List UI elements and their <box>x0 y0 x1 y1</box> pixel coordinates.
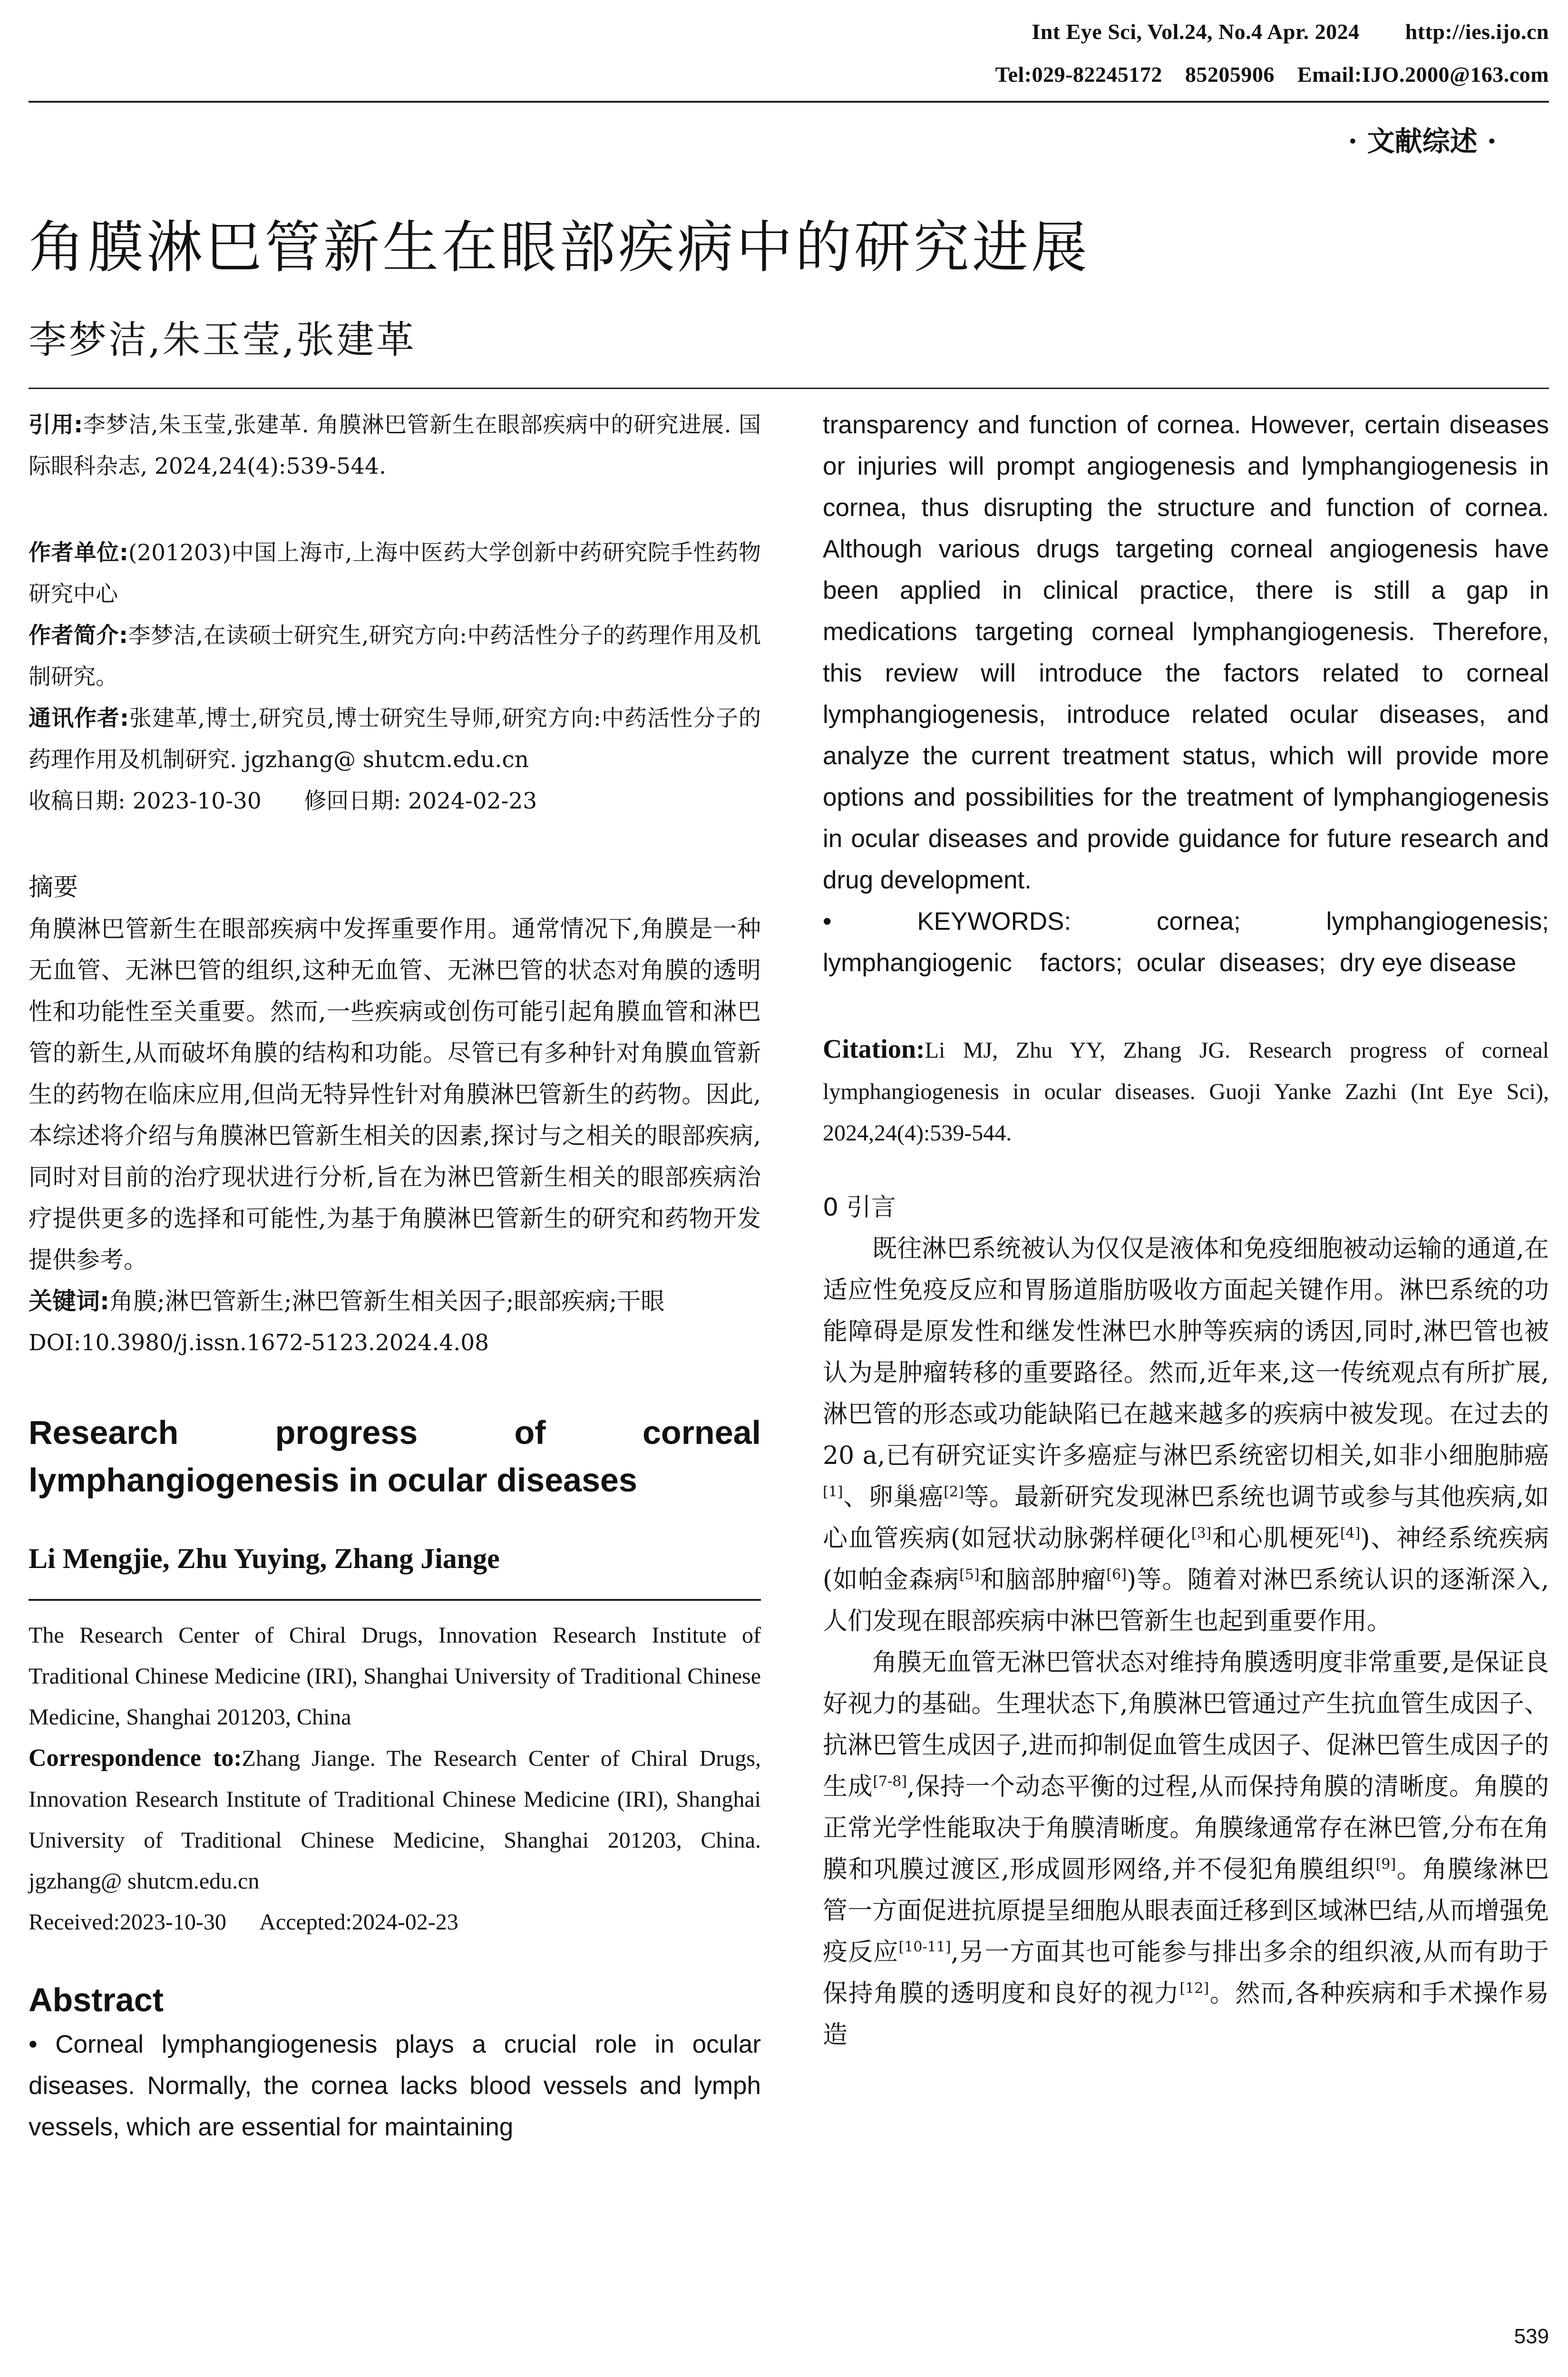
authors: 李梦洁,朱玉莹,张建革 <box>29 318 416 362</box>
reference-marker: [2] <box>944 1483 964 1500</box>
reference-marker: [7-8] <box>873 1773 907 1790</box>
reference-marker: [10-11] <box>898 1939 951 1956</box>
english-citation <box>823 1029 1549 1154</box>
intro-p2-text-b: ,保持一个动态平衡的过程,从而保持角膜的清晰度。角膜的正常光学性能取决于角膜清晰度。角膜缘通常存在淋巴管,分布在角膜和巩膜过渡区,形成圆形网络,并不侵犯角膜组织 <box>823 1773 1549 1884</box>
citation-cn-text: 李梦洁,朱玉莹,张建革. 角膜淋巴管新生在眼部疾病中的研究进展. 国际眼科杂志, 2024,24(4):539-544. <box>29 412 761 479</box>
page-number: 539 <box>1514 2325 1549 2348</box>
citation-cn-label: 引用: <box>29 412 83 438</box>
reference-marker: [9] <box>1375 1856 1396 1873</box>
intro-p1-text-c: 等。最新研究发现淋巴系统也调节或参与其他疾病,如心血管疾病(如冠状动脉粥样硬化 <box>823 1483 1549 1553</box>
intro-p1-text-e: )、神经系统疾病(如帕金森病 <box>823 1524 1549 1594</box>
english-abstract-part2: transparency and function of cornea. However, certain diseases or injuries will prompt angiogenesis and lymphangiogenesis in cornea, thus disrupting the structure and function of cornea. Although various drugs targeting corneal angiogenesis have been applied in clinical practice, there is still a gap in medications targeting corneal lymphangiogenesis. Therefore, this review will introduce the factors related to corneal lymphangiogenesis, introduce related ocular diseases, and analyze the current treatment status, which will provide more options and possibilities for the treatment of lymphangiogenesis in ocular diseases and provide guidance for future research and drug development. <box>823 411 1549 894</box>
citation-cn <box>29 404 761 487</box>
header-rule <box>29 101 1549 103</box>
english-title-line2: lymphangiogenesis in ocular diseases <box>29 1461 637 1499</box>
english-affiliation: The Research Center of Chiral Drugs, Innovation Research Institute of Traditional Chinese Medicine (IRI), Shanghai University of Traditional Chinese Medicine, Shanghai 201203, China <box>29 1623 761 1730</box>
intro-p2-text-d: ,另一方面其也可能参与排出多余的组织液,从而有助于保持角膜的透明度和良好的视力 <box>823 1938 1549 2008</box>
intro-p2-text-a: 角膜无血管无淋巴管状态对维持角膜透明度非常重要,是保证良好视力的基础。生理状态下,角膜淋巴管通过产生抗血管生成因子、抗淋巴管生成因子,进而抑制促血管生成因子、促淋巴管生成因子的生成 <box>823 1648 1549 1801</box>
doi: DOI:10.3980/j.issn.1672-5123.2024.4.08 <box>29 1330 489 1356</box>
journal-header-line2: Tel:029-82245172 85205906 Email:IJO.2000@163.com <box>995 62 1549 87</box>
english-citation-label: Citation: <box>823 1034 925 1064</box>
intro-paragraph-1 <box>823 1228 1549 1642</box>
right-column <box>823 404 1556 2056</box>
keywords-cn-label: 关键词: <box>29 1287 109 1315</box>
english-authors-rule <box>29 1599 761 1601</box>
keywords-cn <box>29 1281 761 1322</box>
intro-p1-text-f: 和脑部肿瘤 <box>979 1566 1107 1594</box>
reference-marker: [12] <box>1179 1980 1209 1997</box>
english-correspondence-label: Correspondence to: <box>29 1744 242 1772</box>
intro-p1-text-b: 、卵巢癌 <box>843 1483 944 1511</box>
intro-p2-text-e: 。然而,各种疾病和手术操作易造 <box>823 1979 1549 2049</box>
author-bio-text: 李梦洁,在读硕士研究生,研究方向:中药活性分子的药理作用及机制研究。 <box>29 623 761 690</box>
english-received: Received:2023-10-30 Accepted:2024-02-23 <box>29 1909 458 1935</box>
affiliation-cn <box>29 532 761 615</box>
journal-header-line1: Int Eye Sci, Vol.24, No.4 Apr. 2024 http://ies.ijo.cn <box>1032 19 1549 44</box>
intro-p2-text-c: 。角膜缘淋巴管一方面促进抗原提呈细胞从眼表面迁移到区域淋巴结,从而增强免疫反应 <box>823 1855 1549 1967</box>
reference-marker: [5] <box>959 1566 980 1583</box>
author-bio-cn <box>29 615 761 698</box>
left-column <box>29 404 761 2148</box>
author-bio-label: 作者简介: <box>29 623 128 649</box>
intro-p1-text-d: 和心肌梗死 <box>1211 1524 1340 1553</box>
english-correspondence-text: Zhang Jiange. The Research Center of Chiral Drugs, Innovation Research Institute of Traditional Chinese Medicine (IRI), Shanghai University of Traditional Chinese Medicine, Shanghai 201203, China. jgzhang@ shutcm.edu.cn <box>29 1746 761 1894</box>
abstract-cn-heading: 摘要 <box>29 873 78 902</box>
title-rule <box>29 388 1549 389</box>
abstract-cn-body: 角膜淋巴管新生在眼部疾病中发挥重要作用。通常情况下,角膜是一种无血管、无淋巴管的组织,这种无血管、无淋巴管的状态对角膜的透明性和功能性至关重要。然而,一些疾病或创伤可能引起角膜血管和淋巴管的新生,从而破坏角膜的结构和功能。尽管已有多种针对角膜血管新生的药物在临床应用,但尚无特异性针对角膜淋巴管新生的药物。因此,本综述将介绍与角膜淋巴管新生相关的因素,探讨与之相关的眼部疾病,同时对目前的治疗现状进行分析,旨在为淋巴管新生相关的眼部疾病治疗提供更多的选择和可能性,为基于角膜淋巴管新生的研究和药物开发提供参考。 <box>29 915 761 1274</box>
english-abstract-heading: Abstract <box>29 1981 164 2018</box>
section-label: · 文献综述 · <box>1348 125 1497 157</box>
english-abstract-part1: • Corneal lymphangiogenesis plays a crucial role in ocular diseases. Normally, the cornea lacks blood vessels and lymph vessels, which are essential for maintaining <box>29 2030 761 2141</box>
correspondence-cn <box>29 698 761 780</box>
intro-paragraph-2 <box>823 1642 1549 2056</box>
reference-marker: [1] <box>823 1483 843 1500</box>
english-citation-text: Li MJ, Zhu YY, Zhang JG. Research progress of corneal lymphangiogenesis in ocular diseases. Guoji Yanke Zazhi (Int Eye Sci), 2024,24(4):539-544. <box>823 1038 1549 1146</box>
english-title <box>29 1409 761 1504</box>
english-title-line1: Research progress of corneal <box>29 1414 761 1451</box>
intro-heading: 0 引言 <box>823 1193 896 1222</box>
affiliation-cn-text: (201203)中国上海市,上海中医药大学创新中药研究院手性药物研究中心 <box>29 540 761 607</box>
english-authors: Li Mengjie, Zhu Yuying, Zhang Jiange <box>29 1543 500 1574</box>
english-correspondence <box>29 1738 761 1902</box>
english-keywords: • KEYWORDS: cornea; lymphangiogenesis; lymphangiogenic factors; ocular diseases; dry eye disease <box>823 907 1556 977</box>
affiliation-cn-label: 作者单位: <box>29 540 128 566</box>
page-title: 角膜淋巴管新生在眼部疾病中的研究进展 <box>29 214 1091 280</box>
keywords-cn-text: 角膜;淋巴管新生;淋巴管新生相关因子;眼部疾病;干眼 <box>109 1287 665 1315</box>
correspondence-cn-text: 张建革,博士,研究员,博士研究生导师,研究方向:中药活性分子的药理作用及机制研究. jgzhang@ shutcm.edu.cn <box>29 705 761 773</box>
reference-marker: [4] <box>1340 1525 1361 1542</box>
reference-marker: [6] <box>1106 1566 1127 1583</box>
intro-p1-text-a: 既往淋巴系统被认为仅仅是液体和免疫细胞被动运输的通道,在适应性免疫反应和胃肠道脂肪吸收方面起关键作用。淋巴系统的功能障碍是原发性和继发性淋巴水肿等疾病的诱因,同时,淋巴管也被认为是肿瘤转移的重要路径。然而,近年来,这一传统观点有所扩展,淋巴管的形态或功能缺陷已在越来越多的疾病中被发现。在过去的 20 a,已有研究证实许多癌症与淋巴系统密切相关,如非小细胞肺癌 <box>823 1235 1549 1470</box>
received-dates-cn: 收稿日期: 2023-10-30 修回日期: 2024-02-23 <box>29 788 537 814</box>
reference-marker: [3] <box>1191 1525 1212 1542</box>
intro-p1-text-g: )等。随着对淋巴系统认识的逐渐深入,人们发现在眼部疾病中淋巴管新生也起到重要作用。 <box>823 1566 1549 1636</box>
correspondence-cn-label: 通讯作者: <box>29 705 129 731</box>
